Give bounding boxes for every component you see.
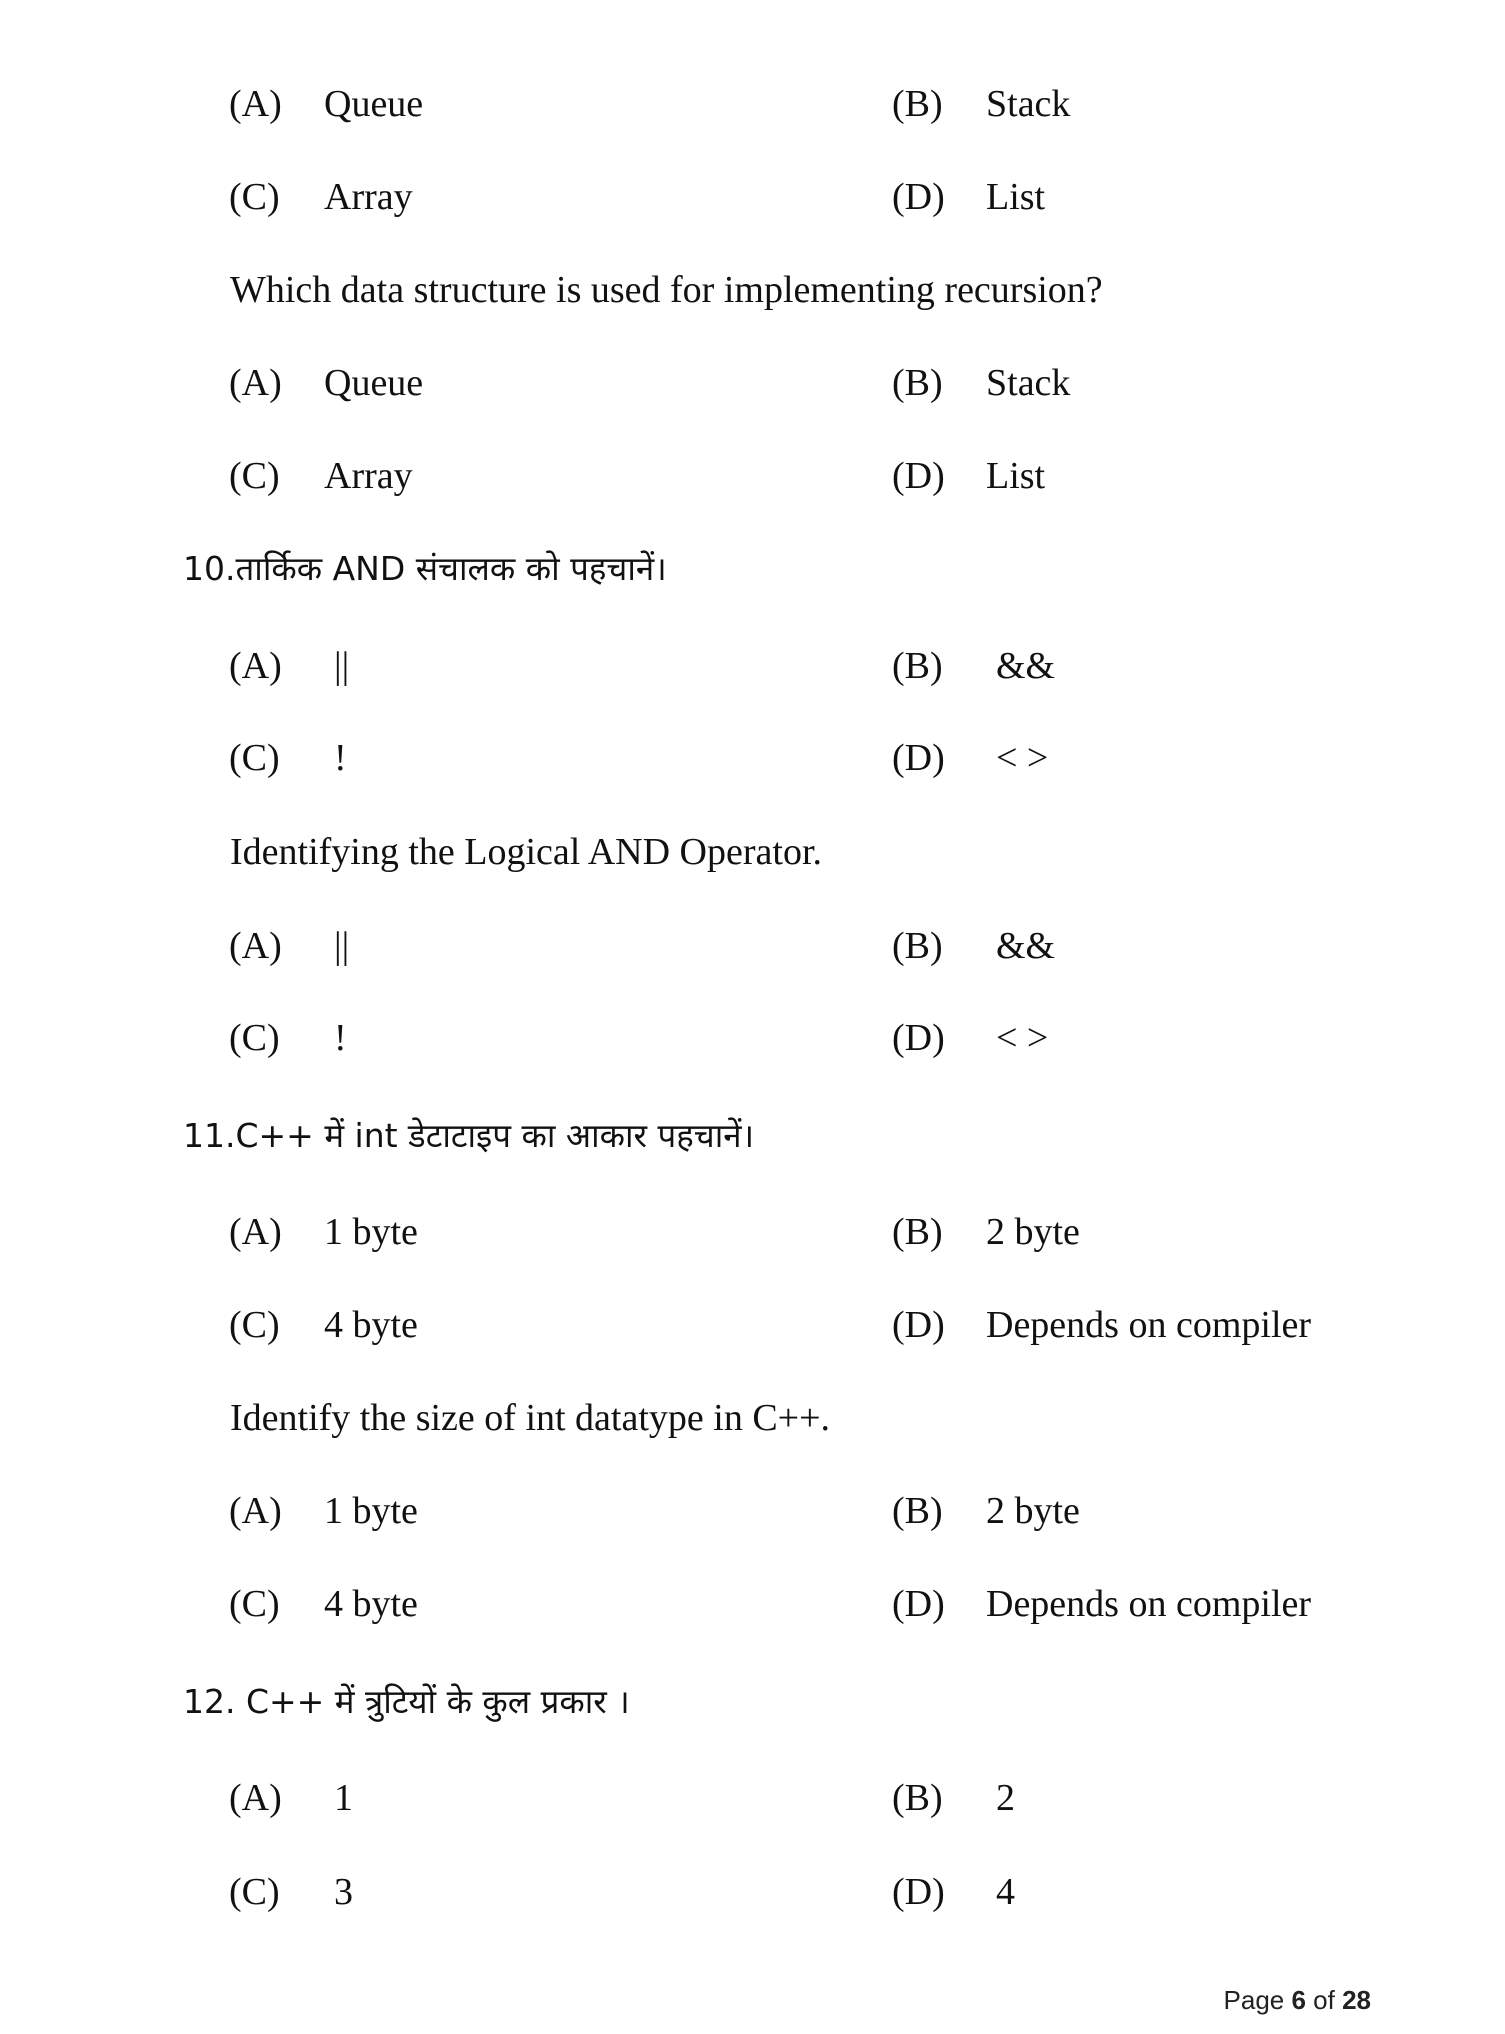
option-letter: (C) [229,176,280,218]
option-letter: (D) [892,455,945,497]
option-text: || [334,925,350,967]
option-letter: (D) [892,176,945,218]
option-letter: (A) [229,645,282,687]
question-row [0,260,1505,320]
option-text: && [996,645,1056,687]
option-text: 4 [996,1871,1015,1913]
options-row [0,1574,1505,1634]
options-row [0,1295,1505,1355]
options-row [0,728,1505,788]
option-letter: (C) [229,737,280,779]
question-text-hindi: 10.तार्किक AND संचालक को पहचानें। [183,549,667,588]
option-text: 2 byte [986,1211,1080,1253]
option-text: Queue [324,362,424,404]
option-text: 4 byte [324,1304,418,1346]
option-letter: (B) [892,83,943,125]
option-text: Array [324,455,413,497]
option-letter: (C) [229,1017,280,1059]
option-text: List [986,455,1046,497]
question-text-english: Identify the size of int datatype in C++. [230,1397,831,1439]
options-row [0,1008,1505,1068]
option-text: Queue [324,83,424,125]
option-letter: (D) [892,1017,945,1059]
option-letter: (D) [892,1871,945,1913]
option-text: 1 byte [324,1490,418,1532]
option-text: && [996,925,1056,967]
question-row [0,822,1505,882]
option-text: < > [996,737,1049,779]
option-letter: (B) [892,1777,943,1819]
options-row [0,167,1505,227]
option-letter: (B) [892,925,943,967]
page-number [1224,1980,1371,2020]
question-text-hindi: 11.C++ में int डेटाटाइप का आकार पहचानें। [183,1116,755,1155]
options-row [0,446,1505,506]
option-text: ! [334,737,347,779]
option-text: Stack [986,362,1071,404]
option-letter: (A) [229,1211,282,1253]
option-text: 4 byte [324,1583,418,1625]
option-text: Depends on compiler [986,1304,1312,1346]
option-text: || [334,645,350,687]
option-letter: (A) [229,362,282,404]
option-letter: (C) [229,1871,280,1913]
option-letter: (D) [892,1304,945,1346]
option-letter: (A) [229,1777,282,1819]
question-text-english: Which data structure is used for implementing recursion? [230,269,1103,311]
question-row [0,1672,1505,1732]
question-row [0,1388,1505,1448]
question-text-hindi: 12. C++ में त्रुटियों के कुल प्रकार । [183,1682,630,1721]
option-text: 1 [334,1777,353,1819]
option-text: 2 byte [986,1490,1080,1532]
option-text: 3 [334,1871,353,1913]
option-text: < > [996,1017,1049,1059]
options-row [0,74,1505,134]
option-letter: (D) [892,1583,945,1625]
options-row [0,916,1505,976]
option-letter: (A) [229,83,282,125]
option-letter: (C) [229,455,280,497]
option-letter: (C) [229,1583,280,1625]
option-letter: (C) [229,1304,280,1346]
option-text: Array [324,176,413,218]
option-letter: (B) [892,1211,943,1253]
page-number-prefix: Page [1223,1985,1292,2015]
option-text: 2 [996,1777,1015,1819]
option-text: Depends on compiler [986,1583,1312,1625]
option-letter: (A) [229,925,282,967]
options-row [0,353,1505,413]
question-text-english: Identifying the Logical AND Operator. [230,831,823,873]
option-letter: (B) [892,362,943,404]
options-row [0,1202,1505,1262]
options-row [0,1862,1505,1922]
option-letter: (B) [892,1490,943,1532]
page-number-current: 6 [1291,1985,1306,2015]
options-row [0,1481,1505,1541]
options-row [0,636,1505,696]
option-text: 1 byte [324,1211,418,1253]
question-row [0,1106,1505,1166]
page-number-middle: of [1305,1985,1343,2015]
question-row [0,539,1505,599]
option-letter: (D) [892,737,945,779]
options-row [0,1768,1505,1828]
option-letter: (A) [229,1490,282,1532]
option-text: Stack [986,83,1071,125]
option-text: ! [334,1017,347,1059]
page-number-total: 28 [1342,1985,1371,2015]
option-letter: (B) [892,645,943,687]
option-text: List [986,176,1046,218]
